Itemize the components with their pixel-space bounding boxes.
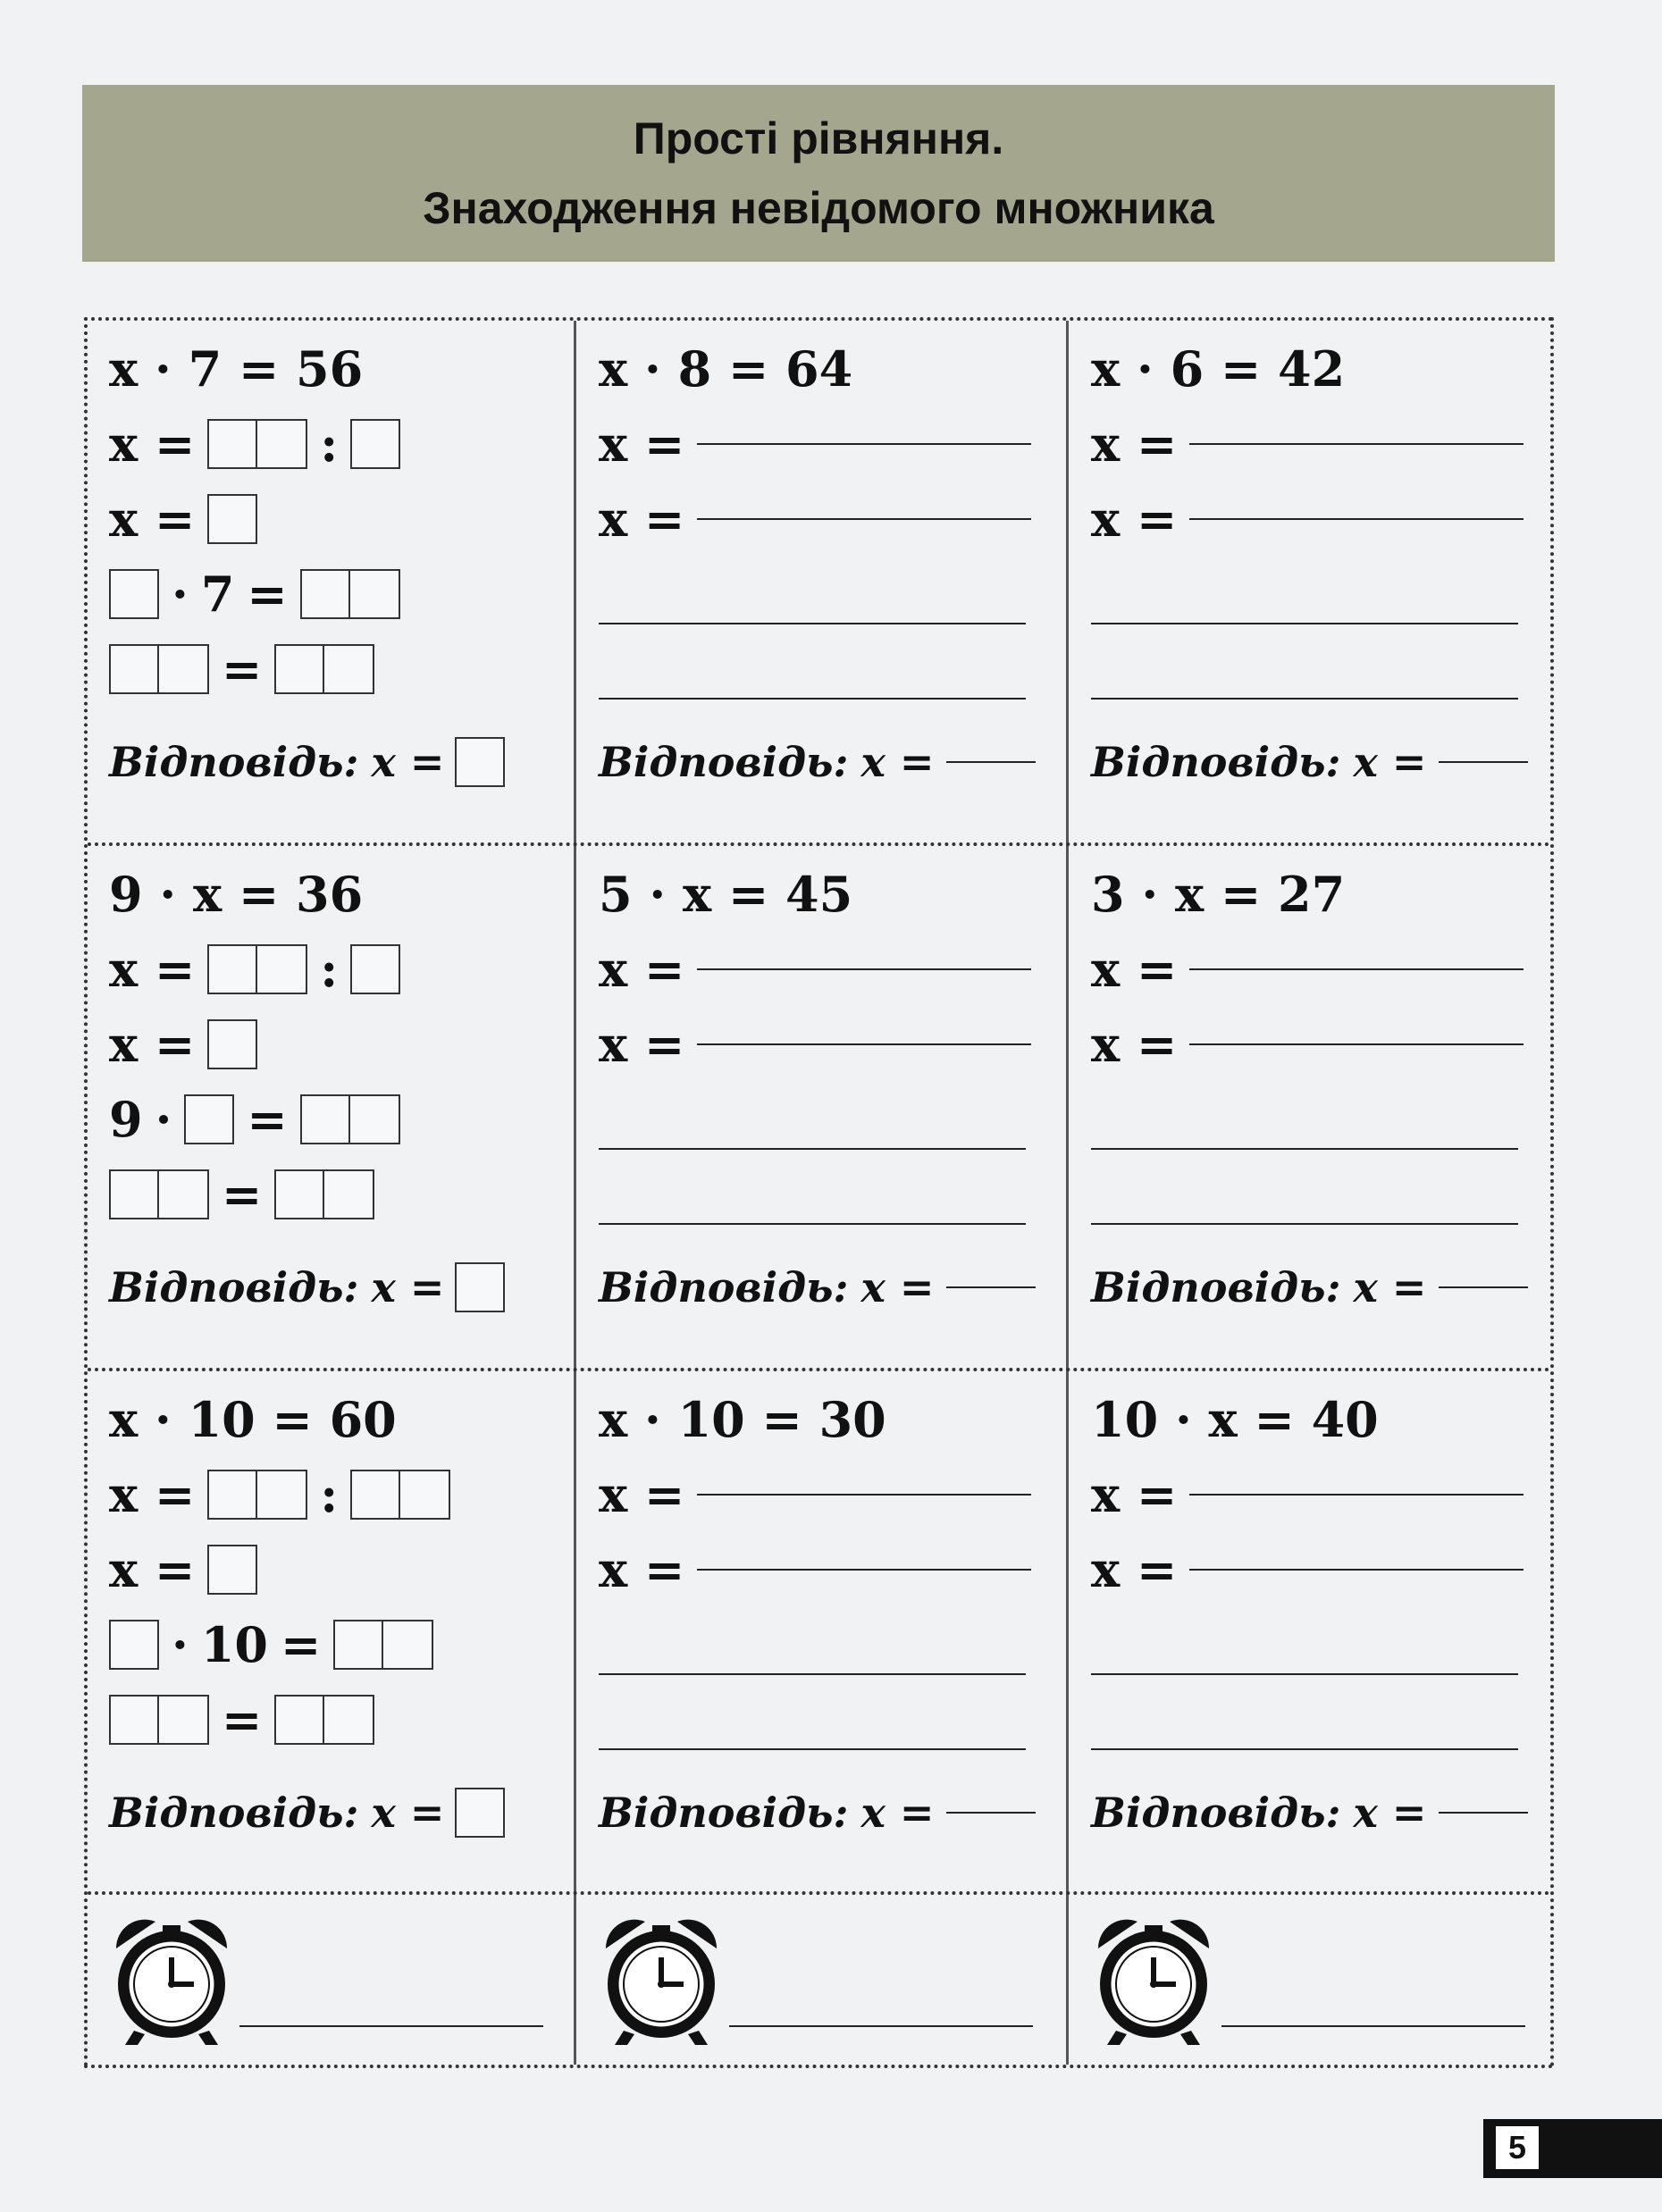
x-equals-label: x =: [1091, 941, 1178, 998]
answer-label: Відповідь:: [599, 1263, 849, 1311]
equation: 3 · x = 27: [1091, 866, 1346, 923]
answer-box[interactable]: [207, 944, 257, 994]
write-line[interactable]: [599, 698, 1026, 700]
equation: 10 · x = 40: [1091, 1391, 1379, 1448]
answer-label: Відповідь:: [1091, 1263, 1341, 1311]
answer-box[interactable]: [159, 1695, 209, 1745]
exercise-cell: [1070, 1371, 1556, 1893]
answer-label: Відповідь:: [1091, 738, 1341, 786]
title-line-1: Прості рівняння.: [633, 113, 1004, 163]
check-factor: 7: [200, 566, 235, 623]
answer-box[interactable]: [274, 1695, 324, 1745]
answer-line[interactable]: [946, 1812, 1036, 1814]
write-line[interactable]: [599, 623, 1026, 624]
colon-sign: :: [320, 941, 339, 998]
x-equals-label: x =: [109, 415, 196, 473]
answer-x-label: x =: [1353, 1789, 1427, 1837]
equation: x · 10 = 60: [109, 1391, 397, 1448]
answer-x-label: x =: [860, 1263, 935, 1311]
write-line[interactable]: [1091, 623, 1518, 624]
time-record: [109, 1913, 543, 2047]
alarm-clock-icon: [109, 1913, 234, 2047]
write-line[interactable]: [697, 443, 1031, 445]
answer-label: Відповідь:: [109, 1263, 359, 1311]
x-equals-label: x =: [109, 1541, 196, 1598]
answer-box[interactable]: [350, 1094, 400, 1144]
answer-box[interactable]: [350, 419, 400, 469]
equals-sign: =: [247, 566, 288, 623]
equation: 5 · x = 45: [599, 866, 853, 923]
answer-box[interactable]: [257, 944, 307, 994]
answer-box[interactable]: [350, 569, 400, 619]
answer-box[interactable]: [207, 419, 257, 469]
answer-box[interactable]: [184, 1094, 234, 1144]
answer-box[interactable]: [207, 1470, 257, 1520]
write-line[interactable]: [1189, 1043, 1524, 1045]
answer-line[interactable]: [1439, 1286, 1528, 1288]
answer-box[interactable]: [109, 1620, 159, 1670]
answer-box[interactable]: [400, 1470, 450, 1520]
write-line[interactable]: [697, 1569, 1031, 1571]
answer-label: Відповідь:: [599, 738, 849, 786]
answer-line[interactable]: [946, 761, 1036, 763]
exercise-cell: [1070, 846, 1556, 1368]
answer-box[interactable]: [383, 1620, 433, 1670]
exercise-cell: [88, 846, 574, 1368]
time-record: [1091, 1913, 1525, 2047]
exercise-cell: [577, 321, 1063, 842]
answer-box[interactable]: [455, 1262, 505, 1312]
answer-line[interactable]: [1439, 1812, 1528, 1814]
x-equals-label: x =: [1091, 1016, 1178, 1073]
equals-sign: =: [222, 1166, 263, 1223]
page-header: [82, 85, 1555, 262]
x-equals-label: x =: [599, 1016, 685, 1073]
equals-sign: =: [222, 641, 263, 698]
times-sign: ·: [172, 566, 189, 623]
x-equals-label: x =: [109, 941, 196, 998]
x-equals-label: x =: [109, 490, 196, 548]
answer-box[interactable]: [274, 1169, 324, 1219]
x-equals-label: x =: [599, 941, 685, 998]
write-line[interactable]: [1189, 1494, 1524, 1496]
answer-box[interactable]: [455, 737, 505, 787]
answer-box[interactable]: [324, 644, 374, 694]
write-line[interactable]: [599, 1673, 1026, 1675]
x-equals-label: x =: [599, 490, 685, 548]
write-line[interactable]: [697, 518, 1031, 520]
write-line[interactable]: [1189, 443, 1524, 445]
answer-label: Відповідь:: [109, 1789, 359, 1837]
x-equals-label: x =: [1091, 490, 1178, 548]
equation: 9 · x = 36: [109, 866, 364, 923]
write-line[interactable]: [697, 1043, 1031, 1045]
answer-label: Відповідь:: [1091, 1789, 1341, 1837]
write-line[interactable]: [1091, 1148, 1518, 1150]
answer-x-label: x =: [1353, 1263, 1427, 1311]
equals-sign: =: [247, 1091, 288, 1148]
write-line[interactable]: [599, 1223, 1026, 1225]
write-line[interactable]: [697, 1494, 1031, 1496]
write-line[interactable]: [1091, 1748, 1518, 1750]
equation: x · 6 = 42: [1091, 340, 1346, 398]
x-equals-label: x =: [599, 415, 685, 473]
equation: x · 10 = 30: [599, 1391, 886, 1448]
answer-line[interactable]: [1439, 761, 1528, 763]
equation: x · 7 = 56: [109, 340, 364, 398]
check-factor: 9: [109, 1091, 143, 1148]
colon-sign: :: [320, 415, 339, 473]
exercise-cell: [88, 1371, 574, 1893]
answer-line[interactable]: [946, 1286, 1036, 1288]
answer-box[interactable]: [300, 1094, 350, 1144]
answer-box[interactable]: [109, 644, 159, 694]
answer-box[interactable]: [455, 1788, 505, 1838]
answer-x-label: x =: [371, 1263, 445, 1311]
x-equals-label: x =: [1091, 415, 1178, 473]
equals-sign: =: [280, 1616, 322, 1673]
answer-x-label: x =: [1353, 738, 1427, 786]
exercise-cell: [1070, 321, 1556, 842]
x-equals-label: x =: [599, 1466, 685, 1523]
answer-box[interactable]: [257, 1470, 307, 1520]
equals-sign: =: [222, 1691, 263, 1748]
alarm-clock-icon: [599, 1913, 724, 2047]
answer-x-label: x =: [371, 738, 445, 786]
write-line[interactable]: [1189, 968, 1524, 970]
answer-box[interactable]: [257, 419, 307, 469]
x-equals-label: x =: [1091, 1466, 1178, 1523]
answer-box[interactable]: [274, 644, 324, 694]
answer-box[interactable]: [350, 944, 400, 994]
answer-box[interactable]: [207, 1545, 257, 1595]
answer-box[interactable]: [324, 1169, 374, 1219]
times-sign: ·: [172, 1616, 189, 1673]
answer-box[interactable]: [324, 1695, 374, 1745]
write-line[interactable]: [1189, 1569, 1524, 1571]
grid-divider: [1066, 321, 1069, 2065]
write-line[interactable]: [697, 968, 1031, 970]
answer-box[interactable]: [159, 644, 209, 694]
x-equals-label: x =: [599, 1541, 685, 1598]
x-equals-label: x =: [109, 1466, 196, 1523]
write-line[interactable]: [599, 1148, 1026, 1150]
time-line[interactable]: [1221, 2025, 1525, 2027]
times-sign: ·: [155, 1091, 172, 1148]
answer-label: Відповідь:: [599, 1789, 849, 1837]
answer-box[interactable]: [207, 1019, 257, 1069]
answer-box[interactable]: [159, 1169, 209, 1219]
answer-box[interactable]: [333, 1620, 383, 1670]
alarm-clock-icon: [1091, 1913, 1216, 2047]
check-factor: 10: [200, 1616, 268, 1673]
answer-box[interactable]: [109, 1695, 159, 1745]
answer-label: Відповідь:: [109, 738, 359, 786]
write-line[interactable]: [1091, 1673, 1518, 1675]
write-line[interactable]: [599, 1748, 1026, 1750]
answer-box[interactable]: [109, 569, 159, 619]
answer-x-label: x =: [371, 1789, 445, 1837]
answer-box[interactable]: [109, 1169, 159, 1219]
page-number-tab: [1483, 2119, 1662, 2178]
colon-sign: :: [320, 1466, 339, 1523]
write-line[interactable]: [1189, 518, 1524, 520]
answer-box[interactable]: [300, 569, 350, 619]
write-line[interactable]: [1091, 1223, 1518, 1225]
page-number: 5: [1496, 2126, 1539, 2169]
answer-box[interactable]: [207, 494, 257, 544]
x-equals-label: x =: [109, 1016, 196, 1073]
grid-divider: [574, 321, 576, 2065]
answer-box[interactable]: [350, 1470, 400, 1520]
equation: x · 8 = 64: [599, 340, 853, 398]
exercise-cell: [577, 1371, 1063, 1893]
exercise-grid: [84, 317, 1554, 2068]
answer-x-label: x =: [860, 1789, 935, 1837]
time-line[interactable]: [729, 2025, 1033, 2027]
exercise-cell: [577, 846, 1063, 1368]
title-line-2: Знаходження невідомого множника: [423, 183, 1214, 233]
time-line[interactable]: [239, 2025, 543, 2027]
exercise-cell: [88, 321, 574, 842]
x-equals-label: x =: [1091, 1541, 1178, 1598]
time-record: [599, 1913, 1033, 2047]
write-line[interactable]: [1091, 698, 1518, 700]
answer-x-label: x =: [860, 738, 935, 786]
